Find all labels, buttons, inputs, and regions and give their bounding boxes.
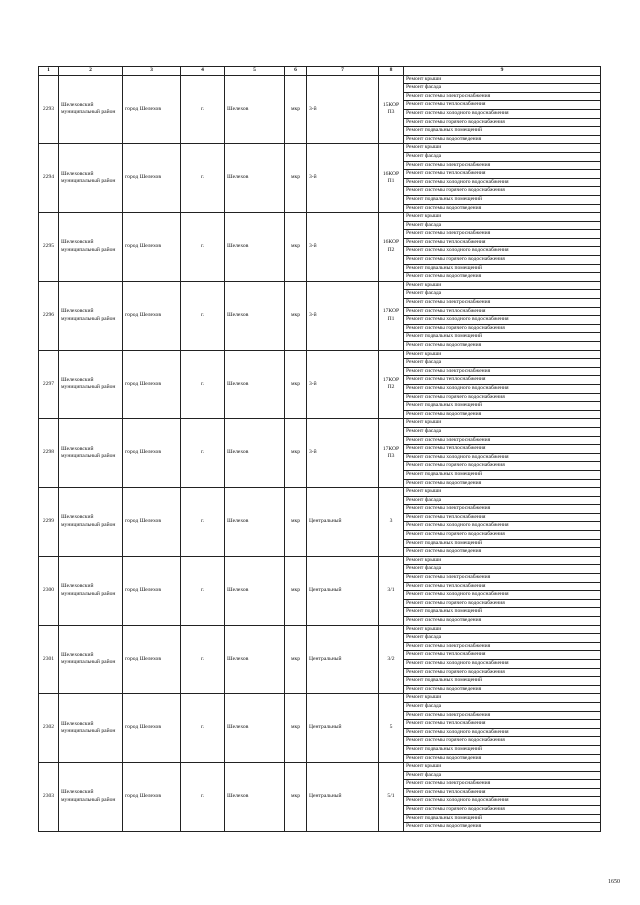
work-item: Ремонт системы холодного водоснабжения xyxy=(404,591,601,600)
microdistrict-name-cell: 3-й xyxy=(307,281,379,350)
col-header: 8 xyxy=(379,67,404,76)
work-item: Ремонт системы холодного водоснабжения xyxy=(404,109,601,118)
city-cell: город Шелехов xyxy=(123,625,181,694)
work-item: Ремонт системы электроснабжения xyxy=(404,299,601,308)
work-item: Ремонт системы холодного водоснабжения xyxy=(404,384,601,393)
district-cell: Шелеховский муниципальный район xyxy=(59,213,123,282)
col-header: 7 xyxy=(307,67,379,76)
col-header: 9 xyxy=(404,67,601,76)
table-row xyxy=(39,625,601,634)
microdistrict-name-cell: 3-й xyxy=(307,419,379,488)
microdistrict-name-cell: Центральный xyxy=(307,625,379,694)
work-item: Ремонт подвальных помещений xyxy=(404,539,601,548)
district-cell: Шелеховский муниципальный район xyxy=(59,556,123,625)
locality-cell: Шелехов xyxy=(225,694,285,763)
microdistrict-name-cell: 3-й xyxy=(307,75,379,144)
work-item: Ремонт крыши xyxy=(404,556,601,565)
house-number-cell: 17КОР П1 xyxy=(379,281,404,350)
house-number-cell: 17КОР П2 xyxy=(379,350,404,419)
district-cell: Шелеховский муниципальный район xyxy=(59,75,123,144)
work-item: Ремонт системы электроснабжения xyxy=(404,92,601,101)
work-item: Ремонт системы холодного водоснабжения xyxy=(404,728,601,737)
district-cell: Шелеховский муниципальный район xyxy=(59,694,123,763)
city-cell: город Шелехов xyxy=(123,144,181,213)
district-cell: Шелеховский муниципальный район xyxy=(59,763,123,832)
work-item: Ремонт фасада xyxy=(404,634,601,643)
header-row xyxy=(39,67,601,76)
work-item: Ремонт системы теплоснабжения xyxy=(404,376,601,385)
microdistrict-name-cell: Центральный xyxy=(307,694,379,763)
col-header: 5 xyxy=(225,67,285,76)
work-item: Ремонт фасада xyxy=(404,152,601,161)
work-item: Ремонт системы горячего водоснабжения xyxy=(404,599,601,608)
work-item: Ремонт фасада xyxy=(404,427,601,436)
record-number: 2294 xyxy=(39,144,59,213)
work-item: Ремонт системы холодного водоснабжения xyxy=(404,316,601,325)
work-item: Ремонт системы водоотведения xyxy=(404,548,601,557)
work-item: Ремонт системы водоотведения xyxy=(404,617,601,626)
microdistrict-type-cell: мкр xyxy=(285,281,307,350)
work-item: Ремонт системы горячего водоснабжения xyxy=(404,393,601,402)
microdistrict-type-cell: мкр xyxy=(285,213,307,282)
record-number: 2303 xyxy=(39,763,59,832)
work-item: Ремонт системы горячего водоснабжения xyxy=(404,324,601,333)
work-item: Ремонт системы холодного водоснабжения xyxy=(404,453,601,462)
work-item: Ремонт системы водоотведения xyxy=(404,410,601,419)
work-item: Ремонт крыши xyxy=(404,350,601,359)
district-cell: Шелеховский муниципальный район xyxy=(59,419,123,488)
settlement-type-cell: г. xyxy=(181,281,225,350)
table-row xyxy=(39,350,601,359)
work-item: Ремонт фасада xyxy=(404,771,601,780)
settlement-type-cell: г. xyxy=(181,625,225,694)
table-row xyxy=(39,763,601,772)
work-item: Ремонт системы горячего водоснабжения xyxy=(404,118,601,127)
district-cell: Шелеховский муниципальный район xyxy=(59,488,123,557)
house-number-cell: 5 xyxy=(379,694,404,763)
col-header: 3 xyxy=(123,67,181,76)
work-item: Ремонт крыши xyxy=(404,281,601,290)
record-number: 2293 xyxy=(39,75,59,144)
work-item: Ремонт подвальных помещений xyxy=(404,470,601,479)
locality-cell: Шелехов xyxy=(225,213,285,282)
work-item: Ремонт системы электроснабжения xyxy=(404,161,601,170)
record-number: 2300 xyxy=(39,556,59,625)
city-cell: город Шелехов xyxy=(123,350,181,419)
microdistrict-type-cell: мкр xyxy=(285,694,307,763)
work-item: Ремонт системы теплоснабжения xyxy=(404,170,601,179)
work-item: Ремонт системы электроснабжения xyxy=(404,780,601,789)
table-row xyxy=(39,281,601,290)
work-item: Ремонт крыши xyxy=(404,213,601,222)
city-cell: город Шелехов xyxy=(123,763,181,832)
locality-cell: Шелехов xyxy=(225,488,285,557)
work-item: Ремонт системы водоотведения xyxy=(404,479,601,488)
work-item: Ремонт подвальных помещений xyxy=(404,333,601,342)
settlement-type-cell: г. xyxy=(181,556,225,625)
house-number-cell: 16КОР П1 xyxy=(379,144,404,213)
microdistrict-name-cell: Центральный xyxy=(307,763,379,832)
work-item: Ремонт системы теплоснабжения xyxy=(404,307,601,316)
work-item: Ремонт фасада xyxy=(404,221,601,230)
work-item: Ремонт системы горячего водоснабжения xyxy=(404,462,601,471)
microdistrict-type-cell: мкр xyxy=(285,75,307,144)
house-number-cell: 3/2 xyxy=(379,625,404,694)
locality-cell: Шелехов xyxy=(225,763,285,832)
work-item: Ремонт системы электроснабжения xyxy=(404,230,601,239)
work-item: Ремонт системы горячего водоснабжения xyxy=(404,187,601,196)
city-cell: город Шелехов xyxy=(123,488,181,557)
work-item: Ремонт системы холодного водоснабжения xyxy=(404,522,601,531)
work-item: Ремонт системы электроснабжения xyxy=(404,642,601,651)
work-item: Ремонт системы холодного водоснабжения xyxy=(404,178,601,187)
work-item: Ремонт системы электроснабжения xyxy=(404,367,601,376)
work-item: Ремонт фасада xyxy=(404,290,601,299)
microdistrict-type-cell: мкр xyxy=(285,144,307,213)
settlement-type-cell: г. xyxy=(181,694,225,763)
work-item: Ремонт крыши xyxy=(404,625,601,634)
house-number-cell: 16КОР П2 xyxy=(379,213,404,282)
work-item: Ремонт системы теплоснабжения xyxy=(404,445,601,454)
work-item: Ремонт фасада xyxy=(404,702,601,711)
work-item: Ремонт подвальных помещений xyxy=(404,264,601,273)
microdistrict-type-cell: мкр xyxy=(285,419,307,488)
microdistrict-name-cell: Центральный xyxy=(307,488,379,557)
house-number-cell: 17КОР П3 xyxy=(379,419,404,488)
record-number: 2295 xyxy=(39,213,59,282)
locality-cell: Шелехов xyxy=(225,419,285,488)
work-item: Ремонт системы электроснабжения xyxy=(404,436,601,445)
work-item: Ремонт системы теплоснабжения xyxy=(404,513,601,522)
col-header: 6 xyxy=(285,67,307,76)
microdistrict-type-cell: мкр xyxy=(285,625,307,694)
work-item: Ремонт подвальных помещений xyxy=(404,195,601,204)
locality-cell: Шелехов xyxy=(225,625,285,694)
work-item: Ремонт системы теплоснабжения xyxy=(404,582,601,591)
col-header: 4 xyxy=(181,67,225,76)
city-cell: город Шелехов xyxy=(123,419,181,488)
work-item: Ремонт системы водоотведения xyxy=(404,135,601,144)
microdistrict-name-cell: 3-й xyxy=(307,350,379,419)
work-item: Ремонт системы электроснабжения xyxy=(404,505,601,514)
work-item: Ремонт крыши xyxy=(404,488,601,497)
work-item: Ремонт системы горячего водоснабжения xyxy=(404,531,601,540)
table-row xyxy=(39,419,601,428)
table-row xyxy=(39,213,601,222)
work-item: Ремонт системы водоотведения xyxy=(404,204,601,213)
locality-cell: Шелехов xyxy=(225,281,285,350)
work-item: Ремонт системы горячего водоснабжения xyxy=(404,806,601,815)
settlement-type-cell: г. xyxy=(181,213,225,282)
work-item: Ремонт подвальных помещений xyxy=(404,608,601,617)
district-cell: Шелеховский муниципальный район xyxy=(59,625,123,694)
settlement-type-cell: г. xyxy=(181,763,225,832)
work-item: Ремонт системы электроснабжения xyxy=(404,574,601,583)
register-table xyxy=(38,66,601,832)
work-item: Ремонт фасада xyxy=(404,359,601,368)
work-item: Ремонт системы горячего водоснабжения xyxy=(404,256,601,265)
house-number-cell: 3/1 xyxy=(379,556,404,625)
locality-cell: Шелехов xyxy=(225,75,285,144)
work-item: Ремонт системы холодного водоснабжения xyxy=(404,659,601,668)
work-item: Ремонт системы водоотведения xyxy=(404,342,601,351)
record-number: 2301 xyxy=(39,625,59,694)
work-item: Ремонт системы водоотведения xyxy=(404,273,601,282)
work-item: Ремонт системы водоотведения xyxy=(404,823,601,832)
microdistrict-name-cell: 3-й xyxy=(307,213,379,282)
work-item: Ремонт системы горячего водоснабжения xyxy=(404,668,601,677)
microdistrict-type-cell: мкр xyxy=(285,350,307,419)
work-item: Ремонт подвальных помещений xyxy=(404,814,601,823)
work-item: Ремонт системы теплоснабжения xyxy=(404,720,601,729)
settlement-type-cell: г. xyxy=(181,488,225,557)
table-row xyxy=(39,144,601,153)
page-number: 1650 xyxy=(608,879,620,885)
locality-cell: Шелехов xyxy=(225,350,285,419)
microdistrict-name-cell: 3-й xyxy=(307,144,379,213)
work-item: Ремонт крыши xyxy=(404,144,601,153)
col-header: 1 xyxy=(39,67,59,76)
work-item: Ремонт системы теплоснабжения xyxy=(404,238,601,247)
table-row xyxy=(39,694,601,703)
record-number: 2297 xyxy=(39,350,59,419)
table-row xyxy=(39,75,601,84)
work-item: Ремонт системы водоотведения xyxy=(404,685,601,694)
col-header: 2 xyxy=(59,67,123,76)
work-item: Ремонт системы холодного водоснабжения xyxy=(404,247,601,256)
locality-cell: Шелехов xyxy=(225,556,285,625)
locality-cell: Шелехов xyxy=(225,144,285,213)
record-number: 2298 xyxy=(39,419,59,488)
work-item: Ремонт системы водоотведения xyxy=(404,754,601,763)
record-number: 2296 xyxy=(39,281,59,350)
microdistrict-type-cell: мкр xyxy=(285,763,307,832)
work-item: Ремонт системы теплоснабжения xyxy=(404,651,601,660)
house-number-cell: 5/1 xyxy=(379,763,404,832)
district-cell: Шелеховский муниципальный район xyxy=(59,350,123,419)
work-item: Ремонт крыши xyxy=(404,75,601,84)
house-number-cell: 15КОР П3 xyxy=(379,75,404,144)
settlement-type-cell: г. xyxy=(181,350,225,419)
work-item: Ремонт подвальных помещений xyxy=(404,745,601,754)
work-item: Ремонт крыши xyxy=(404,763,601,772)
city-cell: город Шелехов xyxy=(123,213,181,282)
work-item: Ремонт крыши xyxy=(404,419,601,428)
city-cell: город Шелехов xyxy=(123,694,181,763)
record-number: 2302 xyxy=(39,694,59,763)
work-item: Ремонт системы теплоснабжения xyxy=(404,788,601,797)
record-number: 2299 xyxy=(39,488,59,557)
work-item: Ремонт системы горячего водоснабжения xyxy=(404,737,601,746)
work-item: Ремонт системы холодного водоснабжения xyxy=(404,797,601,806)
table-body xyxy=(39,75,601,831)
table-row xyxy=(39,488,601,497)
microdistrict-type-cell: мкр xyxy=(285,488,307,557)
city-cell: город Шелехов xyxy=(123,75,181,144)
work-item: Ремонт подвальных помещений xyxy=(404,402,601,411)
work-item: Ремонт крыши xyxy=(404,694,601,703)
district-cell: Шелеховский муниципальный район xyxy=(59,281,123,350)
table-row xyxy=(39,556,601,565)
settlement-type-cell: г. xyxy=(181,75,225,144)
settlement-type-cell: г. xyxy=(181,419,225,488)
house-number-cell: 3 xyxy=(379,488,404,557)
city-cell: город Шелехов xyxy=(123,556,181,625)
work-item: Ремонт системы электроснабжения xyxy=(404,711,601,720)
work-item: Ремонт подвальных помещений xyxy=(404,127,601,136)
work-item: Ремонт фасада xyxy=(404,84,601,93)
work-item: Ремонт фасада xyxy=(404,565,601,574)
settlement-type-cell: г. xyxy=(181,144,225,213)
work-item: Ремонт подвальных помещений xyxy=(404,677,601,686)
microdistrict-name-cell: Центральный xyxy=(307,556,379,625)
microdistrict-type-cell: мкр xyxy=(285,556,307,625)
work-item: Ремонт системы теплоснабжения xyxy=(404,101,601,110)
district-cell: Шелеховский муниципальный район xyxy=(59,144,123,213)
city-cell: город Шелехов xyxy=(123,281,181,350)
work-item: Ремонт фасада xyxy=(404,496,601,505)
